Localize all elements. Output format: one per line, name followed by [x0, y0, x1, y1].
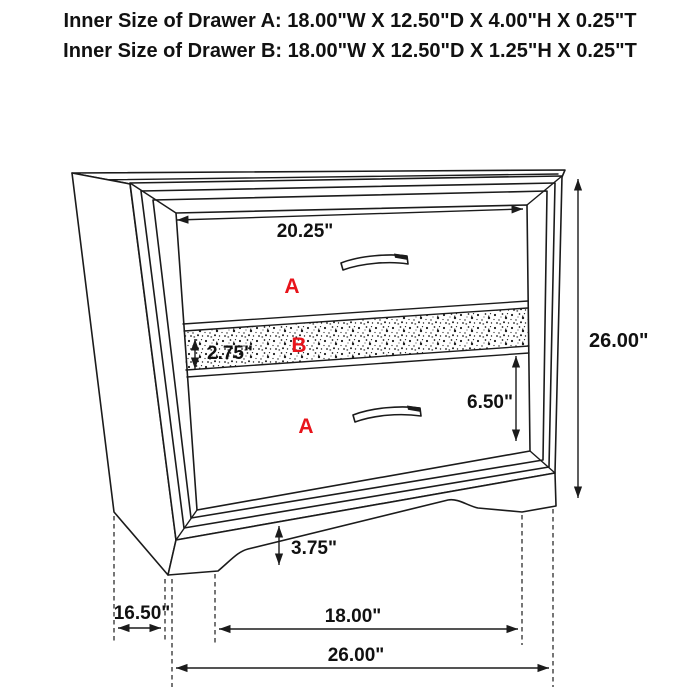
top-drawer-label: A	[284, 275, 300, 298]
jewelry-band-label: B	[291, 334, 307, 357]
drawer-a-inner-size-text: Inner Size of Drawer A: 18.00"W X 12.50"D X 4.00"H X 0.25"T	[63, 10, 637, 32]
dimension-overall-height	[578, 179, 649, 498]
dimension-overall-width	[176, 645, 549, 668]
dimension-label: 20.25"	[276, 221, 334, 242]
dimension-label: 18.00"	[324, 606, 382, 627]
dimension-label: 2.75"	[207, 343, 253, 364]
dimension-label: 6.50"	[467, 392, 513, 413]
dimension-label: 26.00"	[327, 645, 385, 666]
drawer-b-inner-size-text: Inner Size of Drawer B: 18.00"W X 12.50"D X 1.25"H X 0.25"T	[63, 40, 637, 62]
dimension-side-depth	[114, 603, 171, 628]
dimension-label: 26.00"	[589, 330, 649, 352]
dimension-foot-span-width	[219, 606, 518, 629]
bottom-drawer-label: A	[298, 415, 314, 438]
dimension-label: 3.75"	[291, 538, 337, 559]
dimension-label: 16.50"	[113, 603, 171, 624]
